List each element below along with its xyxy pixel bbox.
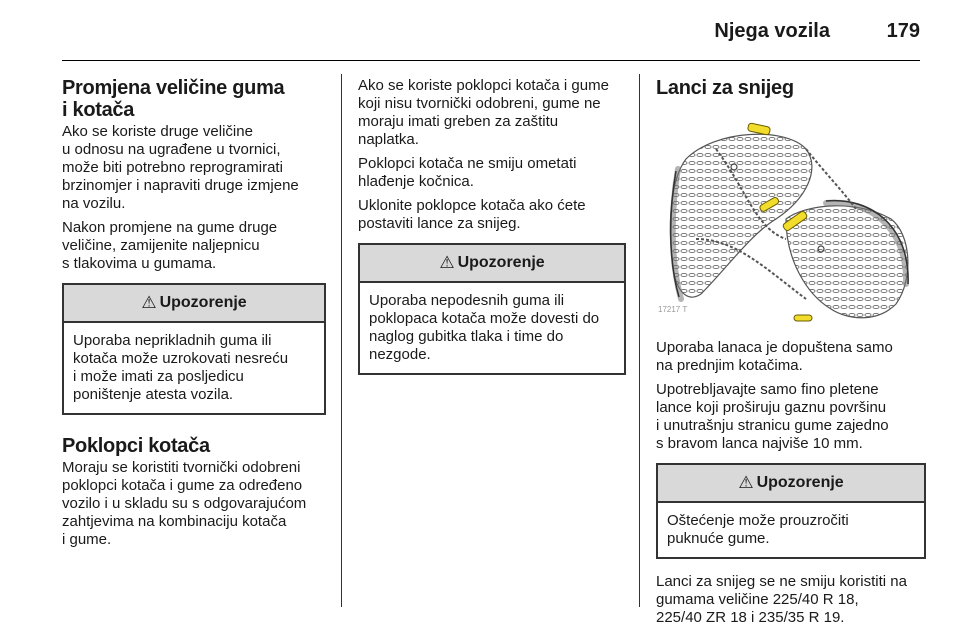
warning-title: Upozorenje	[457, 254, 545, 271]
column-divider	[639, 74, 640, 607]
warning-header	[658, 465, 924, 503]
paragraph: Uporaba lanaca je dopuštena samo na prednjim kotačima.	[656, 339, 893, 374]
paragraph: Upotrebljavajte samo fino pletene lance koji proširuju gaznu površinu i unutrašnju stranicu gume zajedno s bravom lanca najviše 10 mm.	[656, 381, 889, 452]
warning-box	[358, 243, 626, 375]
column-3	[656, 77, 926, 633]
page-number: 179	[886, 20, 920, 42]
warning-box	[656, 463, 926, 559]
page-header	[62, 0, 920, 61]
warning-title: Upozorenje	[756, 474, 844, 491]
warning-box	[62, 283, 326, 415]
warning-text: Uporaba nepodesnih guma ili poklopaca kotača može dovesti do naglog gubitka tlaka i time do nezgode.	[369, 292, 600, 363]
column-1	[62, 77, 326, 555]
section-title-tire-size: Promjena veličine guma i kotača	[62, 77, 285, 121]
column-2	[358, 77, 626, 389]
paragraph: Moraju se koristiti tvornički odobreni poklopci kotača i gume za određeno vozilo i u skladu su s odgovarajućom zahtjevima na kombinaciju kotača i gume.	[62, 459, 307, 548]
section-title-snow-chains: Lanci za snijeg	[656, 77, 794, 99]
warning-text: Uporaba neprikladnih guma ili kotača može uzrokovati nesreću i može imati za posljedicu poništenje atesta vozila.	[73, 332, 289, 403]
paragraph: Ako se koriste druge veličine u odnosu na ugrađene u tvornici, može biti potrebno reprogramirati brzinomjer i napraviti druge izmjene na vozilu.	[62, 123, 299, 212]
paragraph: Ako se koriste poklopci kotača i gume koji nisu tvornički odobreni, gume ne moraju imati greben za zaštitu naplatka.	[358, 77, 609, 148]
paragraph: Uklonite poklopce kotača ako ćete postaviti lance za snijeg.	[358, 197, 586, 232]
warning-title: Upozorenje	[159, 294, 247, 311]
figure-code: 17217 T	[658, 305, 688, 314]
paragraph: Poklopci kotača ne smiju ometati hlađenje kočnica.	[358, 155, 577, 190]
column-divider	[341, 74, 342, 607]
chapter-title: Njega vozila	[714, 20, 830, 42]
paragraph: Lanci za snijeg se ne smiju koristiti na gumama veličine 225/40 R 18, 225/40 ZR 18 i 235/35 R 19.	[656, 573, 907, 626]
warning-triangle-icon: ⚠	[439, 253, 455, 272]
warning-triangle-icon: ⚠	[141, 293, 157, 312]
warning-text: Oštećenje može prouzročiti puknuće gume.	[667, 512, 849, 547]
paragraph: Nakon promjene na gume druge veličine, zamijenite naljepnicu s tlakovima u gumama.	[62, 219, 278, 272]
snow-chain-illustration	[656, 119, 918, 327]
warning-header	[360, 245, 624, 283]
warning-triangle-icon: ⚠	[738, 473, 754, 492]
snow-chain-drawing	[656, 119, 918, 327]
section-title-wheel-covers: Poklopci kotača	[62, 435, 210, 457]
warning-header	[64, 285, 324, 323]
